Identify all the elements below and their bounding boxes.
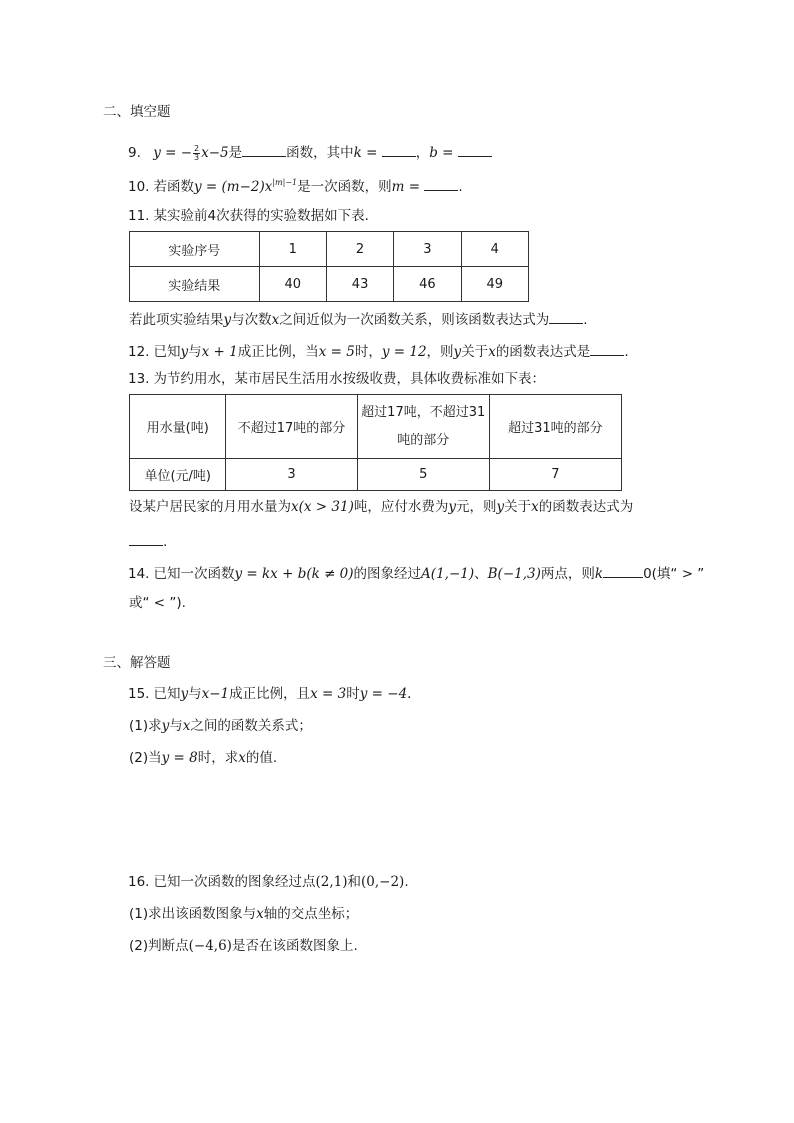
math-variable: y [180,686,189,702]
cell-line: 吨的部分 [397,432,450,448]
question-text: 元，则 [455,499,497,515]
table-header-cell: 实验结果 [130,267,260,302]
question-12 [128,343,629,360]
table-cell: 46 [394,267,461,302]
math-variable: y [180,344,189,360]
punctuation: 、 [474,566,488,582]
question-text: 与次数 [231,312,272,328]
math-variable: y [453,344,462,360]
table-cell: 43 [326,267,393,302]
question-text: 若此项实验结果 [129,312,224,328]
water-fee-table [129,394,622,491]
question-text: 已知 [153,344,181,360]
math-expression: y = −4. [359,686,412,702]
question-16-part-2 [129,940,358,954]
question-text: 吨，应付水费为 [353,499,449,515]
punctuation: . [163,534,168,550]
punctuation: . [624,344,629,360]
question-number: 12. [128,344,150,360]
answer-blank[interactable] [549,311,583,324]
question-14-line2: 或“ < ”). [129,595,186,611]
math-expression: x(x > 31) [291,499,354,515]
question-text: 与 [188,344,202,360]
table-header-cell: 不超过17吨的部分 [226,395,357,459]
question-number: 10. [128,179,150,195]
question-text: 成正比例，且 [229,686,311,702]
math-expression: x = 5 [318,344,355,360]
math-variable: y [161,718,170,734]
question-number: 11. [128,208,150,224]
question-number: 13. [128,371,150,387]
answer-blank[interactable] [129,533,163,546]
math-variable: x [238,750,246,766]
cell-line: 超过17吨，不超过31 [361,404,486,420]
question-text: 若函数 [153,179,194,195]
question-text: (2)当 [129,750,162,766]
math-variable: y [496,499,505,515]
table-cell: 5 [357,459,489,491]
question-text: 之间的函数关系式； [190,718,312,734]
answer-blank[interactable] [458,144,492,157]
question-14 [128,565,704,582]
question-text: 是一次函数，则 [297,179,392,195]
math-expression: b = [429,145,454,161]
question-15-part-2 [129,752,277,766]
math-expression: y = (m−2)x [193,179,273,195]
math-expression: x−1 [201,686,230,702]
math-expression: k = [353,145,378,161]
answer-blank[interactable] [590,343,624,356]
math-expression: y = 8 [161,750,198,766]
math-expression: y = 12 [381,344,427,360]
question-number: 15. [128,686,150,702]
question-13-answer [129,533,167,550]
math-expression: (2,1) [315,874,348,890]
table-header-cell: 单位(元/吨) [130,459,226,491]
table-header-cell: 超过31吨的部分 [489,395,621,459]
question-text: 关于 [461,344,489,360]
question-text: 和 [347,874,361,890]
question-15-part-1 [129,720,312,734]
question-13 [128,373,545,387]
punctuation: . [404,874,409,890]
math-expression: (−4,6) [188,938,232,954]
math-expression: x−5 [201,145,229,161]
question-text: 与 [188,686,202,702]
table-cell: 2 [326,232,393,267]
question-text: 时，求 [197,750,239,766]
question-16-part-1 [129,908,358,922]
question-text: 某实验前4次获得的实验数据如下表. [153,208,369,224]
math-variable: x [182,718,191,734]
answer-blank[interactable] [382,144,416,157]
question-text: 两点，则 [540,566,595,582]
question-9 [128,144,492,162]
question-text: 关于 [504,499,532,515]
punctuation: . [458,179,463,195]
table-row [130,459,622,491]
table-cell: 49 [461,267,528,302]
answer-blank[interactable] [424,178,458,191]
fraction: $\frac{2}{3}$ [194,143,200,162]
table-cell: 7 [489,459,621,491]
experiment-data-table [129,231,529,302]
question-13-prompt [129,501,633,515]
question-text: 成正比例，当 [237,344,319,360]
math-expression: B(−1,3) [487,566,541,582]
table-row [130,267,529,302]
question-text: 设某户居民家的月用水量为 [129,499,291,515]
question-text: (2)判断点 [129,938,189,954]
question-number: 14. [128,566,150,582]
math-expression: (0,−2) [361,874,405,890]
math-variable: k [594,566,604,582]
math-expression: y = kx + b(k ≠ 0) [234,566,354,582]
math-expression: y = − [153,145,193,161]
question-text: 为节约用水，某市居民生活用水按级收费，具体收费标准如下表： [153,371,545,387]
math-expression: A(1,−1) [421,566,475,582]
question-text: 之间近似为一次函数关系，则该函数表达式为 [279,312,550,328]
question-text: 已知 [153,686,181,702]
question-text: 轴的交点坐标； [263,906,359,922]
table-cell: 3 [226,459,357,491]
question-text: 是否在该函数图象上. [231,938,358,954]
question-text: ， [415,145,430,161]
table-cell: 3 [394,232,461,267]
question-text: 的函数表达式为 [538,499,634,515]
question-11 [128,210,369,224]
question-text: 与 [169,718,183,734]
table-row [130,395,622,459]
math-expression: x = 3 [310,686,347,702]
question-text: (1)求 [129,718,162,734]
question-16 [128,876,409,890]
answer-blank[interactable] [603,565,643,578]
question-text: (1)求出该函数图象与 [129,906,257,922]
punctuation: . [583,312,588,328]
section-title-answers: 三、解答题 [103,655,171,671]
math-variable: x [531,499,539,515]
table-cell: 40 [259,267,326,302]
question-15 [128,688,411,702]
math-variable: y [223,312,232,328]
question-text: ，则 [426,344,454,360]
table-header-cell: 用水量(吨) [130,395,226,459]
question-text: 0(填“ > ” [643,566,705,582]
answer-blank[interactable] [242,144,286,157]
question-text: 已知一次函数的图象经过点 [153,874,316,890]
section-title-fill-in: 二、填空题 [103,104,171,120]
math-variable: x [488,344,496,360]
question-text: 时， [354,344,382,360]
question-text: 的值. [245,750,278,766]
table-header-cell [357,395,489,459]
math-expression: m = [391,179,421,195]
math-variable: x [256,906,264,922]
math-exponent: |m|−1 [272,178,298,187]
question-11-prompt [129,311,588,328]
math-variable: y [448,499,456,515]
table-cell: 1 [259,232,326,267]
question-text: 函数，其中 [286,145,354,161]
question-text: 是 [228,145,243,161]
question-10 [128,178,463,195]
question-number: 9. [128,145,141,161]
table-cell: 4 [461,232,528,267]
question-text: 的函数表达式是 [495,344,591,360]
math-expression: x + 1 [201,344,238,360]
question-text: 的图象经过 [353,566,422,582]
table-header-cell: 实验序号 [130,232,260,267]
math-variable: x [271,312,280,328]
question-number: 16. [128,874,150,890]
question-text: 时 [346,686,360,702]
table-row [130,232,529,267]
question-text: 已知一次函数 [153,566,235,582]
